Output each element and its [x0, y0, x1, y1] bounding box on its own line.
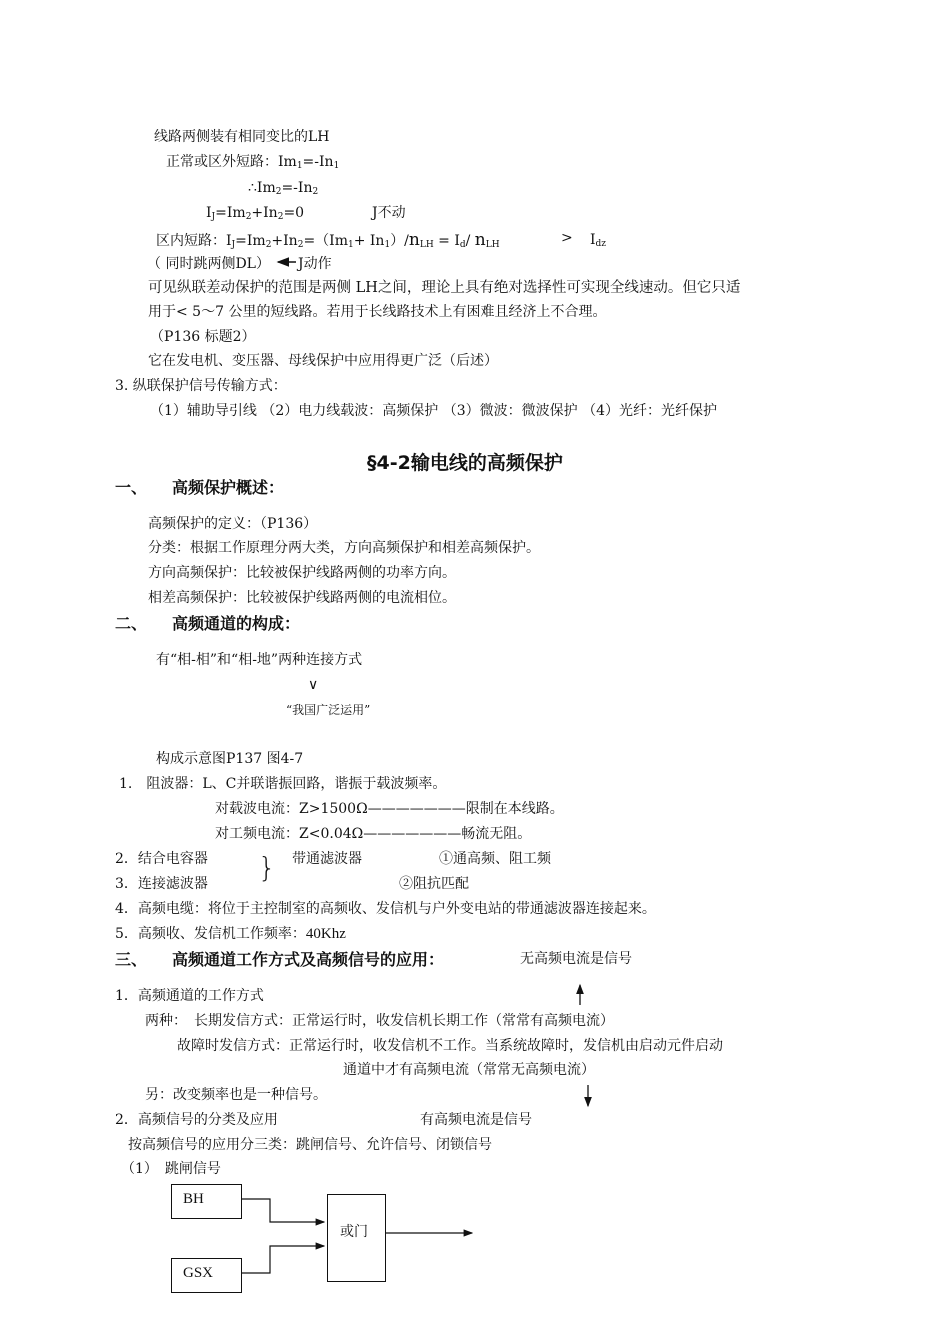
text-line: ②阻抗匹配: [399, 876, 469, 892]
text-line: （ 同时跳两侧DL）: [147, 256, 270, 272]
list-item: 方向高频保护：比较被保护线路两侧的功率方向。: [148, 565, 456, 581]
paragraph-line: 用于< 5～7 公里的短线路。若用于长线路技术上有困难且经济上不合理。: [148, 304, 607, 320]
vee-mark: ∨: [308, 677, 319, 693]
greater-than-sign: >: [561, 230, 573, 246]
text-line: （P136 标题2）: [150, 329, 256, 345]
text-line: 正常或区外短路：$Im_1=-In_1$: [166, 154, 340, 171]
text-line: $I_{dz}$: [590, 232, 607, 249]
side-note: 无高频电流是信号: [520, 951, 632, 967]
section-number: 一、: [115, 478, 148, 497]
section-heading: 高频通道的构成：: [172, 614, 301, 633]
list-item: 高频保护的定义：（P136）: [148, 516, 318, 532]
paragraph-line: 可见纵联差动保护的范围是两侧 LH之间，理论上具有绝对选择性可实现全线速动。但它只适: [148, 280, 741, 296]
list-item: （1） 跳闸信号: [121, 1161, 221, 1177]
text-line: 故障时发信方式：正常运行时，收发信机不工作。当系统故障时，发信机由启动元件启动: [177, 1038, 723, 1054]
list-item: 分类：根据工作原理分两大类，方向高频保护和相差高频保护。: [148, 540, 540, 556]
side-note: 有高频电流是信号: [420, 1112, 532, 1128]
list-item: 1. 阻波器：L、C并联谐振回路，谐振于载波频率。: [119, 776, 447, 792]
text-line: $I_J=Im_2+In_2=0$: [206, 205, 305, 222]
text-line: J不动: [372, 205, 406, 221]
list-item: （1）辅助导引线 （2）电力线载波：高频保护 （3）微波：微波保护 （4）光纤：光纤保护: [150, 403, 717, 419]
text-line: J动作: [298, 256, 332, 272]
section-title: §4-2输电线的高频保护: [367, 452, 563, 474]
list-item: 3．连接滤波器: [115, 876, 208, 892]
list-item: 对工频电流：Z<0.04Ω———————畅流无阻。: [215, 826, 532, 842]
list-item: 2．结合电容器: [115, 851, 208, 867]
text-line: 另：改变频率也是一种信号。: [145, 1087, 327, 1103]
list-item: 对载波电流：Z>1500Ω———————限制在本线路。: [215, 801, 564, 817]
list-item: 3. 纵联保护信号传输方式：: [115, 378, 287, 394]
or-gate-block: 或门: [327, 1194, 386, 1282]
note-text: “我国广泛运用”: [286, 703, 371, 717]
text-line: 带通滤波器: [292, 851, 362, 867]
list-item: 1．高频通道的工作方式: [115, 988, 264, 1004]
section-heading: 高频保护概述：: [172, 478, 285, 497]
brace-mark: }: [258, 851, 276, 884]
text-line: 有“相-相”和“相-地”两种连接方式: [156, 652, 363, 668]
section-number: 三、: [115, 950, 148, 969]
text-line: ①通高频、阻工频: [439, 851, 551, 867]
list-item: 5．高频收、发信机工作频率：40Khz: [115, 926, 346, 942]
text-line: 构成示意图P137 图4-7: [156, 751, 304, 767]
text-line: $\therefore Im_2=-In_2$: [248, 180, 319, 197]
section-number: 二、: [115, 614, 148, 633]
bh-block: BH: [171, 1184, 242, 1219]
gsx-connector: [242, 1246, 324, 1273]
text-line: 按高频信号的应用分三类：跳闸信号、允许信号、闭锁信号: [128, 1137, 492, 1153]
list-item: 相差高频保护：比较被保护线路两侧的电流相位。: [148, 590, 456, 606]
text-line: 通道中才有高频电流（常常无高频电流）: [343, 1062, 595, 1078]
formula-line: 区内短路：$I_J=Im_2+In_2=(Im_1+ In_1)/n_{LH} = I_d/$ $n_{LH}$: [156, 230, 500, 250]
text-line: 线路两侧装有相同变比的LH: [154, 129, 330, 145]
text-line: 它在发电机、变压器、母线保护中应用得更广泛（后述）: [148, 353, 498, 369]
bh-connector: [242, 1199, 324, 1222]
gsx-block: GSX: [171, 1258, 242, 1293]
section-heading: 高频通道工作方式及高频信号的应用：: [172, 950, 445, 969]
text-line: 两种： 长期发信方式：正常运行时，收发信机长期工作（常常有高频电流）: [145, 1013, 614, 1029]
list-item: 2．高频信号的分类及应用: [115, 1112, 278, 1128]
list-item: 4．高频电缆：将位于主控制室的高频收、发信机与户外变电站的带通滤波器连接起来。: [115, 901, 656, 917]
